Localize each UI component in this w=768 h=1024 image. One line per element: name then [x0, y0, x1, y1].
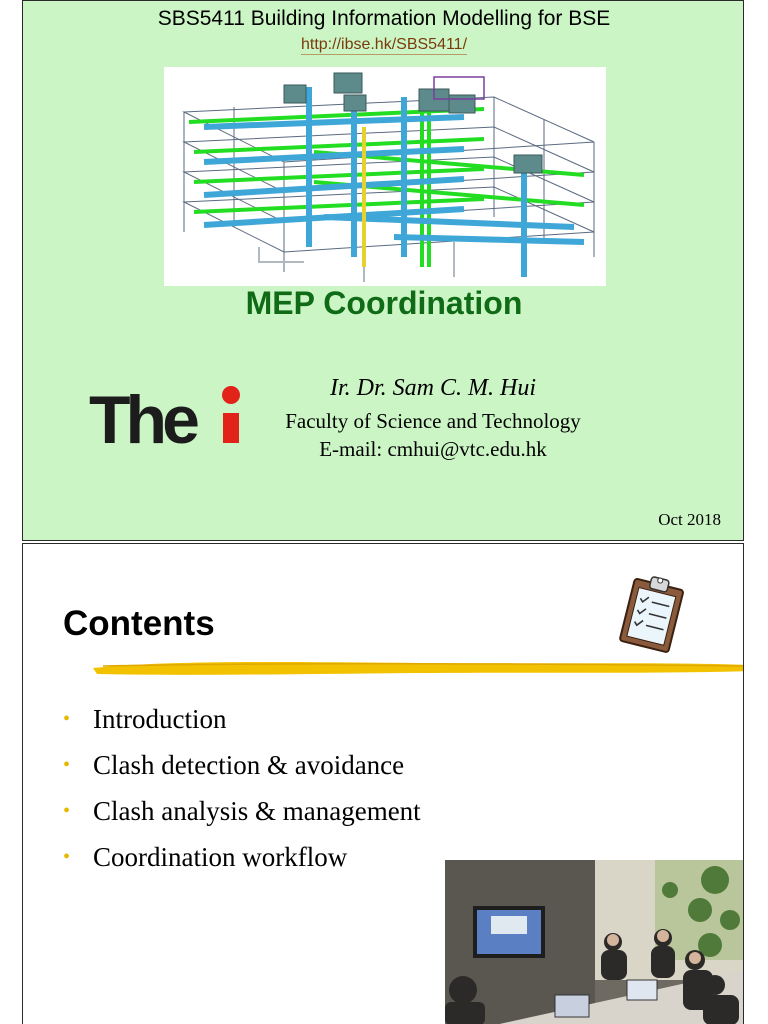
mep-3d-model-figure — [164, 67, 606, 286]
contents-list — [63, 696, 421, 880]
list-item — [63, 742, 421, 788]
bullet-icon: • — [63, 846, 71, 868]
list-item-text: Clash detection & avoidance — [93, 750, 405, 780]
author-name: Ir. Dr. Sam C. M. Hui — [329, 375, 536, 401]
course-url-link[interactable] — [23, 36, 745, 54]
presentation-date: Oct 2018 — [658, 510, 721, 529]
slide-main-title: MEP Coordination — [245, 285, 523, 321]
bullet-icon: • — [63, 800, 71, 822]
meeting-photo — [445, 860, 744, 1024]
title-underline-stroke — [93, 654, 744, 680]
list-item — [63, 696, 421, 742]
list-item — [63, 788, 421, 834]
list-item — [63, 834, 421, 880]
bullet-icon: • — [63, 708, 71, 730]
course-url-text[interactable]: http://ibse.hk/SBS5411/ — [300, 36, 468, 53]
list-item-text: Clash analysis & management — [93, 796, 421, 826]
faculty-name: Faculty of Science and Technology — [285, 409, 581, 433]
course-title: SBS5411 Building Information Modelling for BSE — [157, 7, 611, 30]
list-item-text: Coordination workflow — [93, 842, 348, 872]
contents-slide — [22, 543, 744, 1024]
svg-text:The: The — [89, 382, 195, 457]
thei-logo — [89, 381, 249, 457]
clipboard-checklist-icon — [619, 572, 689, 654]
contents-title: Contents — [63, 604, 215, 643]
bullet-icon: • — [63, 754, 71, 776]
title-slide — [22, 0, 744, 541]
author-email: E-mail: cmhui@vtc.edu.hk — [319, 437, 547, 461]
list-item-text: Introduction — [93, 704, 227, 734]
